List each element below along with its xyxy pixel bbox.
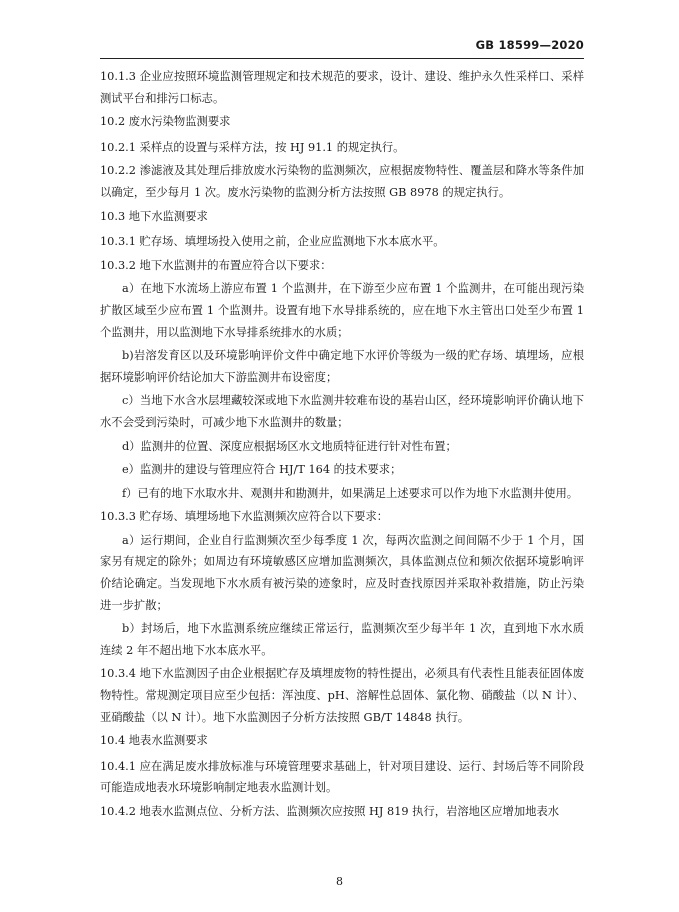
clause-paragraph: 10.2.2 渗滤液及其处理后排放废水污染物的监测频次，应根据废物特性、覆盖层和降水等条件加以确定，至少每月 1 次。废水污染物的监测分析方法按照 GB 8978 的规定执行。 bbox=[100, 164, 584, 199]
header-rule bbox=[100, 58, 584, 59]
list-item: a）在地下水流场上游应布置 1 个监测井，在下游至少应布置 1 个监测井，在可能出现污染扩散区域至少应布置 1 个监测井。设置有地下水导排系统的，应在地下水主管出口处至少布置 1 个监测井，用以监测地下水导排系统排水的水质； bbox=[100, 282, 584, 339]
clause-paragraph: 10.3.3 贮存场、填埋场地下水监测频次应符合以下要求： bbox=[100, 510, 389, 524]
clause-paragraph: 10.1.3 企业应按照环境监测管理规定和技术规范的要求，设计、建设、维护永久性采样口、采样测试平台和排污口标志。 bbox=[100, 70, 584, 105]
clause-paragraph: 10.2.1 采样点的设置与采样方法，按 HJ 91.1 的规定执行。 bbox=[100, 140, 405, 154]
list-item: a）运行期间，企业自行监测频次至少每季度 1 次，每两次监测之间间隔不少于 1 个月，国家另有规定的除外；如周边有环境敏感区应增加监测频次，具体监测点位和频次依据环境影响评价结论确定。当发现地下水水质有被污染的迹象时，应及时查找原因并采取补救措施，防止污染进一步扩散； bbox=[100, 533, 584, 612]
clause-paragraph: 10.4.1 应在满足废水排放标准与环境管理要求基础上，针对项目建设、运行、封场后等不同阶段可能造成地表水环境影响制定地表水监测计划。 bbox=[100, 759, 584, 795]
clause-paragraph: 10.3.1 贮存场、填埋场投入使用之前，企业应监测地下水本底水平。 bbox=[100, 235, 445, 249]
clause-paragraph: 10.3.4 地下水监测因子由企业根据贮存及填埋废物的特性提出，必须具有代表性且能表征固体废物特性。常规测定项目应至少包括：浑浊度、pH、溶解性总固体、氯化物、硝酸盐（以 N 计）、亚硝酸盐（以 N 计）。地下水监测因子分析方法按照 GB/T 14848 执行。 bbox=[100, 667, 584, 724]
list-item: f）已有的地下水取水井、观测井和勘测井，如果满足上述要求可以作为地下水监测井使用。 bbox=[122, 486, 579, 500]
list-item: d）监测井的位置、深度应根据场区水文地质特征进行针对性布置； bbox=[122, 439, 457, 453]
list-item: b)岩溶发育区以及环境影响评价文件中确定地下水评价等级为一级的贮存场、填埋场，应根据环境影响评价结论加大下游监测井布设密度； bbox=[100, 349, 584, 384]
list-item: c）当地下水含水层埋藏较深或地下水监测井较难布设的基岩山区，经环境影响评价确认地下水不会受到污染时，可减少地下水监测井的数量； bbox=[100, 394, 584, 429]
clause-paragraph: 10.4.2 地表水监测点位、分析方法、监测频次应按照 HJ 819 执行，岩溶地区应增加地表水 bbox=[100, 805, 560, 818]
list-item: e）监测井的建设与管理应符合 HJ/T 164 的技术要求； bbox=[122, 463, 402, 477]
standard-code: GB 18599—2020 bbox=[475, 38, 584, 52]
section-heading: 10.2 废水污染物监测要求 bbox=[100, 115, 231, 129]
section-heading: 10.3 地下水监测要求 bbox=[100, 209, 208, 223]
clause-paragraph: 10.3.2 地下水监测井的布置应符合以下要求： bbox=[100, 258, 332, 272]
section-heading: 10.4 地表水监测要求 bbox=[100, 734, 208, 748]
page-number: 8 bbox=[336, 875, 343, 888]
document-body bbox=[100, 66, 584, 825]
list-item: b）封场后，地下水监测系统应继续正常运行，监测频次至少每半年 1 次，直到地下水水质连续 2 年不超出地下水本底水平。 bbox=[100, 622, 584, 657]
